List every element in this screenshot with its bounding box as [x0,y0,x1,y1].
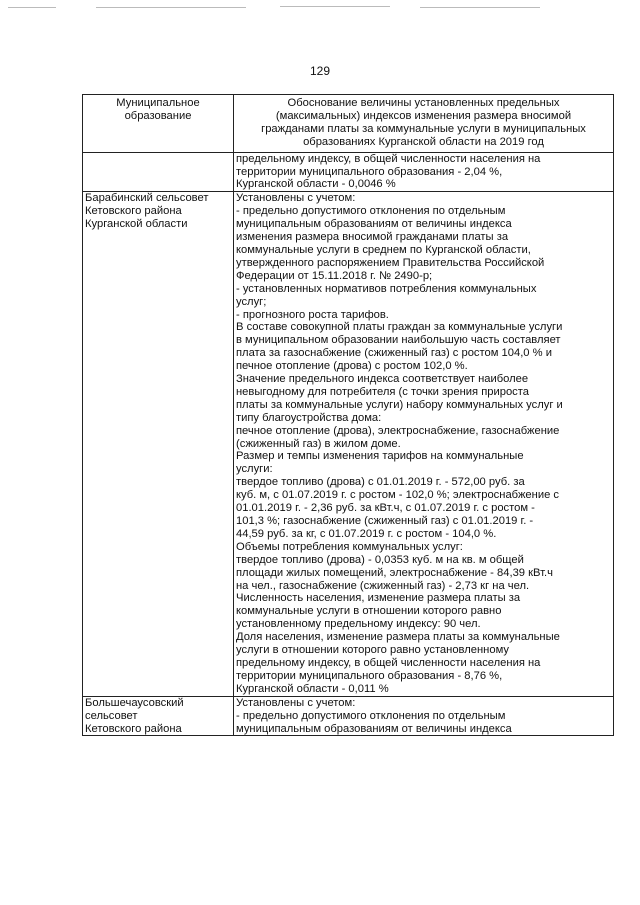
justification-line: - предельно допустимого отклонения по отдельным [236,709,506,722]
justification-line: куб. м, с 01.07.2019 г. с ростом - 102,0 %; электроснабжение с [236,489,559,502]
municipality-line: Большечаусовский [85,696,184,709]
municipality-line: сельсовет [85,709,138,722]
justification-line: изменения размера вносимой гражданами платы за [236,231,509,244]
table-row [83,696,614,736]
justification-line: на чел., газоснабжение (сжиженный газ) - 2,73 кг на чел. [236,579,530,592]
scan-artifact-top [0,6,640,9]
justification-line: печное отопление (дрова), электроснабжение, газоснабжение [236,424,560,437]
justification-line: Установлены с учетом: [236,192,356,205]
justification-line: типу благоустройства дома: [236,411,382,424]
justification-line: В составе совокупной платы граждан за коммунальные услуги [236,321,563,334]
justification-line: 101,3 %; газоснабжение (сжиженный газ) с 01.01.2019 г. - [236,515,534,527]
justification-line: твердое топливо (дрова) с 01.01.2019 г. - 572,00 руб. за [236,476,525,489]
justification-line: Размер и темпы изменения тарифов на коммунальные [236,450,524,463]
justification-line: платы за коммунальные услуги) набору коммунальных услуг и [236,398,563,411]
justification-line: площади жилых помещений, электроснабжение - 84,39 кВт.ч [236,566,553,579]
justification-line: твердое топливо (дрова) - 0,0353 куб. м на кв. м общей [236,553,524,566]
justification-line: муниципальным образованиям от величины индекса [236,218,512,231]
justification-line: в муниципальном образовании наибольшую часть составляет [236,334,561,347]
justification-line: - установленных нормативов потребления коммунальных [236,282,537,295]
justification-line: Численность населения, изменение размера платы за [236,592,521,605]
justification-line: Доля населения, изменение размера платы за коммунальные [236,631,560,644]
justification-line: Установлены с учетом: [236,696,356,709]
justification-line: установленному предельному индексу: 90 чел. [236,618,481,631]
municipality-cell [83,152,234,192]
table-header-row [83,95,614,153]
justification-line: предельному индексу, в общей численности населения на [236,656,541,669]
justification-line: коммунальные услуги в отношении которого равно [236,605,502,618]
justification-line: территории муниципального образования - 8,76 %, [236,669,503,682]
justification-line: Курганской области - 0,011 % [236,682,389,695]
municipality-cell [83,192,234,696]
justification-line: 44,59 руб. за кг, с 01.07.2019 г. с ростом - 104,0 %. [236,527,497,540]
municipality-line: Барабинский сельсовет [85,192,209,205]
justification-line: предельному индексу, в общей численности населения на [236,152,541,165]
justification-line: - прогнозного роста тарифов. [236,308,389,321]
justification-line: - предельно допустимого отклонения по отдельным [236,205,506,218]
municipality-cell [83,696,234,736]
justification-cell [234,696,614,736]
municipality-line: Кетовского района [85,205,182,218]
justification-line: плата за газоснабжение (сжиженный газ) с ростом 104,0 % и [236,347,552,360]
header-justification: Обоснование величины установленных предельных (максимальных) индексов изменения размера вносимой гражданами платы за коммунальные услуги в муниципальных образованиях Курганской области на 2019 год [234,95,614,153]
justification-line: Курганской области - 0,0046 % [236,178,396,191]
tariff-justification-table [82,94,614,736]
municipality-line: Курганской области [85,218,188,231]
table-row [83,152,614,192]
justification-line: территории муниципального образования - 2,04 %, [236,165,503,178]
justification-line: Значение предельного индекса соответствует наиболее [236,373,529,386]
justification-cell [234,192,614,696]
municipality-line: Кетовского района [85,722,182,735]
justification-line: услуги в отношении которого равно установленному [236,644,509,657]
justification-line: утвержденного распоряжением Правительства Российской [236,256,545,269]
justification-line: невыгодному для потребителя (с точки зрения прироста [236,385,529,398]
justification-line: муниципальным образованиям от величины индекса [236,722,512,735]
justification-line: Объемы потребления коммунальных услуг: [236,540,463,553]
justification-line: услуг; [236,295,267,308]
header-municipality: Муниципальное образование [83,95,234,153]
page-number: 129 [309,64,331,78]
table-row [83,192,614,696]
justification-cell [234,152,614,192]
justification-line: (сжиженный газ) в жилом доме. [236,437,401,450]
justification-line: услуги: [236,463,273,476]
justification-line: 01.01.2019 г. - 2,36 руб. за кВт.ч, с 01.07.2019 г. с ростом - [236,502,535,515]
justification-line: печное отопление (дрова) с ростом 102,0 %. [236,360,468,373]
justification-line: Федерации от 15.11.2018 г. № 2490-р; [236,269,433,282]
justification-line: коммунальные услуги в среднем по Курганской области, [236,243,531,256]
